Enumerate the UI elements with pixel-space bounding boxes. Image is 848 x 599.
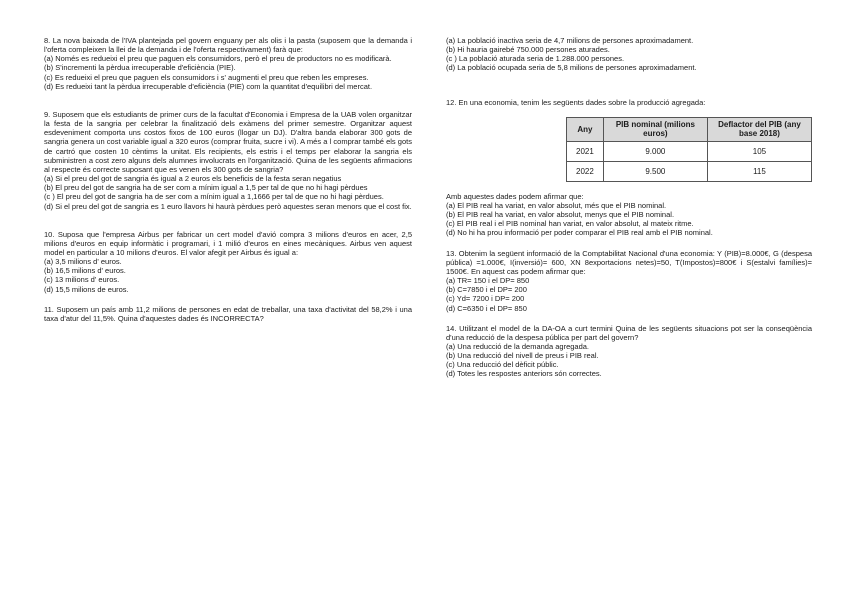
question-9-option-b: (b) El preu del got de sangria ha de ser com a mínim igual a 1,5 per tal de que no hi hagi pèrdues (44, 183, 368, 193)
question-11-option-b: (b) Hi hauria gairebé 750.000 persones aturades. (446, 45, 610, 55)
question-9 (44, 110, 412, 211)
question-9-option-d: (d) Si el preu del got de sangria es 1 euro llavors hi haurà pèrdues però aquestes seran menors que el cost fix. (44, 201, 412, 211)
question-9-option-c: (c ) El preu del got de sangria ha de ser com a mínim igual a 1,1666 per tal de que no hi hagi pèrdues. (44, 192, 384, 202)
pib-table-cell-deflator: 115 (707, 161, 811, 181)
pib-table-cell-year: 2021 (567, 141, 604, 161)
question-13-stem: 13. Obtenim la següent informació de la Comptabilitat Nacional d'una economia: Y (PIB)=8.000€, G (despesa pública) =1.000€, I(inversió)= 600, XN 8exportacions netes)=50, T(Impostos)=800€ i S(estalvi famílies)= 1500€. En aquest cas podem afirmar que: (446, 248, 812, 276)
left-column (44, 36, 412, 334)
question-9-option-a: (a) Si el preu del got de sangria és igual a 2 euros els beneficis de la festa seran negatius (44, 174, 342, 184)
pib-table-header-year: Any (567, 117, 604, 141)
question-8-option-b: (b) S'incrementi la pèrdua irrecuperable d'eficiència (PIE). (44, 63, 236, 73)
question-8-option-a: (a) Només es redueixi el preu que paguen els consumidors, però el preu de productors no es modificarà. (44, 54, 392, 64)
question-12-stem: 12. En una economia, tenim les següents dades sobre la producció agregada: (446, 97, 706, 107)
question-10-stem: 10. Suposa que l'empresa Airbus per fabricar un cert model d'avió compra 3 milions d'euros en acer, 2,5 milions d'euros en equip informàtic i programari, i 1 milió d'euros en eines mecàniques. Airbus ven aquest model en particular a 10 milions d'euros. El valor afegit per Airbus és igual a: (44, 229, 412, 257)
question-9-stem: 9. Suposem que els estudiants de primer curs de la facultat d'Economia i Empresa de la UAB volen organitzar la festa de la sangria per celebrar la finalització dels exàmens del primer semestre. Organitzar aquest esdeveniment comporta uns costos fixos de 100 euros (llogar un DJ). D'altra banda elaborar 300 gots de sangria genera un cost variable igual a 320 euros (comprar fruita, sucre i vi). A més a l comprar també els gots de cartró que costen 10 cèntims la unitat. Els recipients, els estris i el temps per elaborar la sangria els subministren a cost zero alguns dels alumnes involucrats en l'organització. Quina de les següents afirmacions al respecte és correcte suposant que es venen els 300 gots de sangria? (44, 109, 412, 174)
question-13-option-d: (d) C=6350 i el DP= 850 (446, 303, 527, 313)
question-10-option-b: (b) 16,5 milions d' euros. (44, 266, 126, 276)
question-12-option-a: (a) El PIB real ha variat, en valor absolut, més que el PIB nominal. (446, 200, 667, 210)
pib-table-header-nominal: PIB nominal (milions euros) (603, 117, 707, 141)
question-12-option-b: (b) El PIB real ha variat, en valor absolut, menys que el PIB nominal. (446, 210, 675, 220)
question-12-lead: Amb aquestes dades podem afirmar que: (446, 191, 584, 201)
question-8-option-c: (c) Es redueixi el preu que paguen els consumidors i s' augmenti el preu que reben les empreses. (44, 72, 369, 82)
question-12-option-d: (d) No hi ha prou informació per poder comparar el PIB real amb el PIB nominal. (446, 228, 713, 238)
question-10 (44, 230, 412, 294)
question-11-option-d: (d) La població ocupada seria de 5,8 milions de persones aproximadament. (446, 63, 697, 73)
question-12-option-c: (c) El PIB real i el PIB nominal han variat, en valor absolut, al mateix ritme. (446, 219, 694, 229)
table-row (567, 141, 812, 161)
question-14 (446, 324, 812, 379)
question-13 (446, 249, 812, 313)
question-14-stem: 14. Utilitzant el model de la DA-OA a curt termini Quina de les següents situacions pot ser la conseqüència d'una reducció de la despesa pública per part del govern? (446, 323, 812, 342)
question-8-option-d: (d) Es redueixi tant la pèrdua irrecuperable d'eficiència (PIE) com la quantitat d'equilibri del mercat. (44, 81, 373, 91)
spacer (446, 84, 812, 98)
pib-table-cell-deflator: 105 (707, 141, 811, 161)
question-14-option-c: (c) Una reducció del dèficit públic. (446, 360, 559, 370)
pib-table-cell-nominal: 9.500 (603, 161, 707, 181)
question-10-option-d: (d) 15,5 milions de euros. (44, 284, 129, 294)
question-14-option-a: (a) Una reducció de la demanda agregada. (446, 341, 590, 351)
pib-table-cell-nominal: 9.000 (603, 141, 707, 161)
question-11-option-c: (c ) La població aturada seria de 1.288.000 persones. (446, 54, 625, 64)
question-8 (44, 36, 412, 91)
question-14-option-d: (d) Totes les respostes anteriors són correctes. (446, 369, 602, 379)
question-12 (446, 98, 812, 238)
question-10-option-c: (c) 13 milions d' euros. (44, 275, 120, 285)
question-13-option-c: (c) Yd= 7200 i DP= 200 (446, 294, 525, 304)
question-13-option-b: (b) C=7850 i el DP= 200 (446, 285, 527, 295)
spacer (44, 222, 412, 230)
right-column (446, 36, 812, 390)
question-11-option-a: (a) La població inactiva seria de 4,7 milions de persones aproximadament. (446, 36, 694, 45)
question-11 (44, 305, 412, 323)
question-8-stem: 8. La nova baixada de l'IVA plantejada pel govern enguany per als olis i la pasta (suposem que la demanda i l'oferta compleixen la llei de la demanda i de l'oferta respectivament) farà que: (44, 36, 412, 55)
pib-table-header-row (567, 117, 812, 141)
spacer (44, 102, 412, 110)
question-14-option-b: (b) Una reducció del nivell de preus i PIB real. (446, 351, 599, 361)
pib-table-header-deflator: Deflactor del PIB (any base 2018) (707, 117, 811, 141)
question-13-option-a: (a) TR= 150 i el DP= 850 (446, 276, 530, 286)
question-11-stem: 11. Suposem un país amb 11,2 milions de persones en edat de treballar, una taxa d'activitat del 58,2% i una taxa d'atur del 11,5%. Quina d'aquestes dades és INCORRECTA? (44, 304, 412, 323)
table-row (567, 161, 812, 181)
question-10-option-a: (a) 3,5 milions d' euros. (44, 257, 122, 267)
pib-table-cell-year: 2022 (567, 161, 604, 181)
question-11-options (446, 36, 812, 73)
pib-table (566, 117, 812, 182)
